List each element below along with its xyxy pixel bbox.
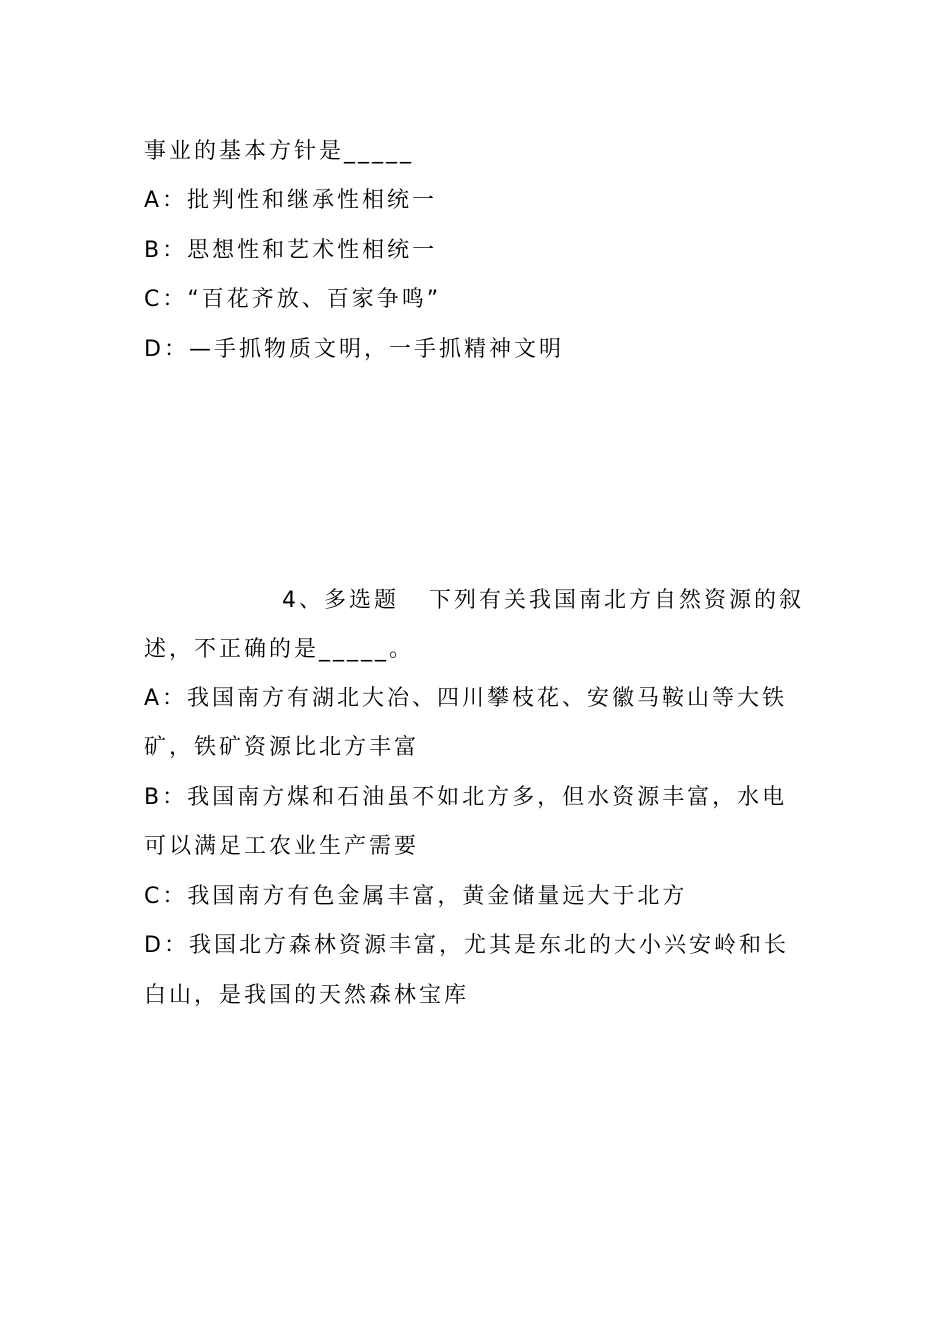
question-4-option-a-line-1: A：我国南方有湖北大冶、四川攀枝花、安徽马鞍山等大铁 [144, 686, 788, 711]
question-4-stem-line-1: 4、多选题 下列有关我国南北方自然资源的叙 [282, 588, 804, 613]
question-3-option-b: B：思想性和艺术性相统一 [144, 238, 438, 263]
question-4-option-d-line-1: D：我国北方森林资源丰富，尤其是东北的大小兴安岭和长 [144, 933, 789, 958]
question-3-stem-tail: 事业的基本方针是_____ [144, 139, 415, 164]
question-3-option-c: C：“百花齐放、百家争鸣” [144, 287, 442, 312]
question-3-option-d: D：—手抓物质文明，一手抓精神文明 [144, 337, 564, 362]
question-3-option-a: A：批判性和继承性相统一 [144, 188, 438, 213]
question-4-option-a-line-2: 矿，铁矿资源比北方丰富 [144, 735, 420, 760]
question-4-option-b-line-1: B：我国南方煤和石油虽不如北方多，但水资源丰富，水电 [144, 785, 788, 810]
question-4-stem-line-2: 述，不正确的是_____。 [144, 637, 415, 662]
question-4-option-b-line-2: 可以满足工农业生产需要 [144, 834, 420, 859]
question-4-option-d-line-2: 白山，是我国的天然森林宝库 [144, 983, 470, 1008]
question-4-option-c: C：我国南方有色金属丰富，黄金储量远大于北方 [144, 884, 688, 909]
